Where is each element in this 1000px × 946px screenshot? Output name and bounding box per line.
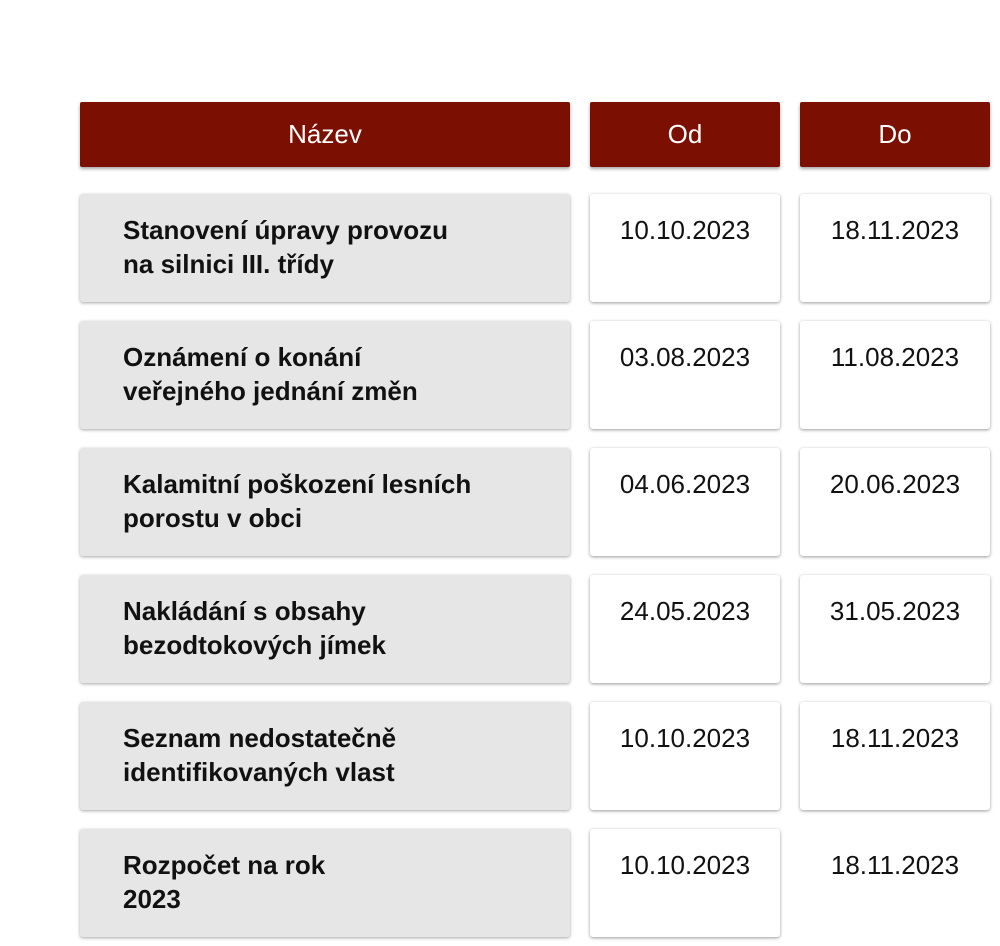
row-name-cell[interactable]	[80, 702, 570, 810]
row-date-from: 04.06.2023	[590, 448, 780, 556]
header-to[interactable]: Do	[800, 102, 990, 167]
row-date-to: 20.06.2023	[800, 448, 990, 556]
row-name[interactable]: Rozpočet na rok 2023	[123, 850, 326, 914]
table-row[interactable]	[0, 448, 1000, 556]
table-row[interactable]	[0, 321, 1000, 429]
table-row[interactable]	[0, 702, 1000, 810]
table-row[interactable]	[0, 575, 1000, 683]
table-row[interactable]	[0, 194, 1000, 302]
row-date-from: 10.10.2023	[590, 194, 780, 302]
row-date-to: 18.11.2023	[830, 850, 960, 880]
row-date-to: 31.05.2023	[800, 575, 990, 683]
row-date-to: 18.11.2023	[800, 702, 990, 810]
row-date-from: 10.10.2023	[590, 702, 780, 810]
row-name-cell[interactable]	[80, 194, 570, 302]
row-name-cell[interactable]	[80, 575, 570, 683]
row-name[interactable]: Stanovení úpravy provozu na silnici III. třídy	[123, 215, 449, 279]
row-name[interactable]: Oznámení o konání veřejného jednání změn	[123, 342, 418, 406]
row-name-cell[interactable]	[80, 829, 570, 937]
row-date-from: 24.05.2023	[590, 575, 780, 683]
row-date-from: 10.10.2023	[590, 829, 780, 937]
row-date-to: 18.11.2023	[800, 194, 990, 302]
row-name-cell[interactable]	[80, 448, 570, 556]
row-date-from: 03.08.2023	[590, 321, 780, 429]
row-name[interactable]: Seznam nedostatečně identifikovaných vlast	[123, 723, 397, 787]
header-from[interactable]: Od	[590, 102, 780, 167]
row-name[interactable]: Nakládání s obsahy bezodtokových jímek	[123, 596, 386, 660]
header-name[interactable]: Název	[80, 102, 570, 167]
row-name[interactable]: Kalamitní poškození lesních porostu v obci	[123, 469, 472, 533]
row-date-to: 11.08.2023	[800, 321, 990, 429]
row-name-cell[interactable]	[80, 321, 570, 429]
table-row[interactable]	[0, 829, 1000, 937]
